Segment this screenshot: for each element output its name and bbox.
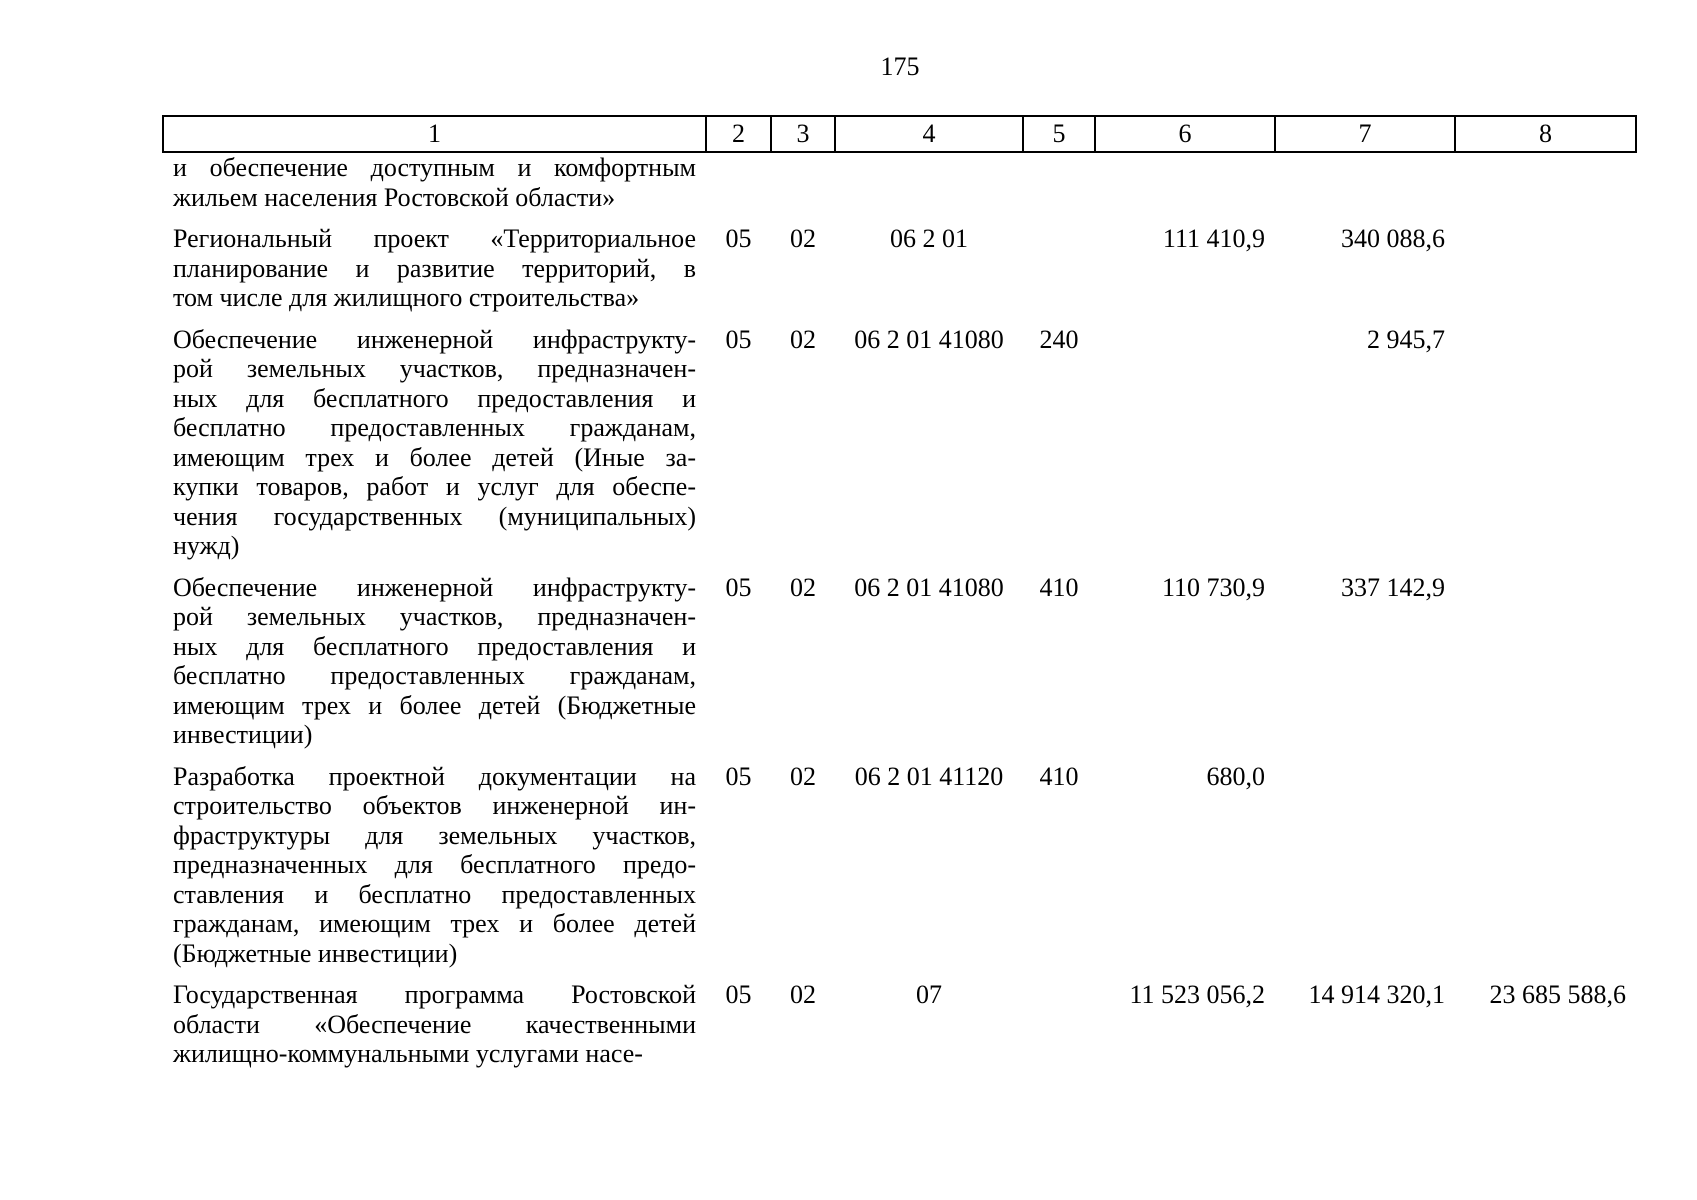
description-line: предназначенных для бесплатного предо- — [173, 850, 696, 879]
subsection-code: 02 — [790, 324, 816, 354]
section-code — [706, 152, 771, 224]
subsection-code: 02 — [790, 761, 816, 791]
section-code: 05 — [725, 572, 752, 602]
amount-col-8 — [1455, 152, 1636, 224]
header-cell-3: 3 — [771, 116, 835, 152]
amount-col-6 — [1095, 325, 1275, 573]
expense-type-code: 410 — [1039, 761, 1079, 791]
description-line: жилищно-коммунальными услугами насе- — [173, 1039, 643, 1068]
description-line: Обеспечение инженерной инфраструкту- — [173, 572, 696, 602]
budget-table — [162, 115, 1637, 1081]
description-line: Обеспечение инженерной инфраструкту- — [173, 324, 696, 354]
amount-col-7: 337 142,9 — [1341, 572, 1445, 602]
amount-col-6: 11 523 056,2 — [1129, 980, 1265, 1009]
amount-col-6: 680,0 — [1206, 761, 1265, 791]
description-line: Региональный проект «Территориальное — [173, 224, 696, 253]
amount-col-8: 23 685 588,6 — [1489, 980, 1626, 1009]
expense-type-code — [1023, 152, 1095, 224]
amount-col-6: 111 410,9 — [1162, 224, 1265, 253]
amount-col-7 — [1275, 762, 1455, 981]
subsection-code: 02 — [790, 224, 816, 253]
amount-col-8 — [1455, 573, 1636, 762]
row-description — [163, 152, 706, 224]
target-article-code: 06 2 01 41120 — [854, 761, 1004, 791]
table-row — [163, 980, 1636, 1081]
description-line: гражданам, имеющим трех и более детей — [173, 909, 696, 938]
expense-type-code — [1023, 224, 1095, 325]
row-description — [163, 573, 706, 762]
description-line: жильем населения Ростовской области» — [173, 182, 616, 212]
table-row — [163, 325, 1636, 573]
row-description — [163, 762, 706, 981]
description-line: и обеспечение доступным и комфортным — [173, 153, 696, 182]
subsection-code: 02 — [790, 980, 816, 1009]
row-description — [163, 325, 706, 573]
table-row — [163, 152, 1636, 224]
description-line: имеющим трех и более детей (Бюджетные — [173, 690, 696, 720]
amount-col-8 — [1455, 762, 1636, 981]
target-article-code: 06 2 01 41080 — [854, 324, 1004, 354]
page-number: 175 — [880, 52, 920, 81]
amount-col-7: 2 945,7 — [1367, 324, 1445, 354]
description-line: ных для бесплатного предоставления и — [173, 631, 696, 661]
amount-col-8 — [1455, 224, 1636, 325]
table-row — [163, 762, 1636, 981]
expense-type-code: 410 — [1039, 572, 1079, 602]
expense-type-code: 240 — [1039, 324, 1079, 354]
amount-col-8 — [1455, 325, 1636, 573]
description-line: области «Обеспечение качественными — [173, 1009, 696, 1039]
expense-type-code — [1023, 980, 1095, 1081]
section-code: 05 — [725, 324, 752, 354]
description-line: ставления и бесплатно предоставленных — [173, 879, 696, 909]
description-line: нужд) — [173, 531, 240, 560]
header-cell-5: 5 — [1023, 116, 1095, 152]
description-line: Разработка проектной документации на — [173, 761, 696, 791]
description-line: ных для бесплатного предоставления и — [173, 383, 696, 413]
header-cell-7: 7 — [1275, 116, 1455, 152]
table-row — [163, 573, 1636, 762]
description-line: инвестиции) — [173, 720, 313, 749]
target-article-code — [835, 152, 1023, 224]
amount-col-7 — [1275, 152, 1455, 224]
description-line: Государственная программа Ростовской — [173, 980, 696, 1009]
description-line: имеющим трех и более детей (Иные за- — [173, 442, 696, 472]
table-body — [163, 152, 1636, 1081]
amount-col-7: 14 914 320,1 — [1308, 980, 1445, 1009]
description-line: чения государственных (муниципальных) — [173, 501, 696, 531]
target-article-code: 06 2 01 — [890, 224, 968, 253]
target-article-code: 06 2 01 41080 — [854, 572, 1004, 602]
header-row — [163, 116, 1636, 152]
header-cell-8: 8 — [1455, 116, 1636, 152]
subsection-code — [771, 152, 835, 224]
target-article-code: 07 — [916, 980, 942, 1009]
header-cell-1: 1 — [163, 116, 706, 152]
row-description — [163, 224, 706, 325]
section-code: 05 — [725, 761, 752, 791]
description-line: планирование и развитие территорий, в — [173, 253, 696, 283]
amount-col-7: 340 088,6 — [1341, 224, 1445, 253]
description-line: фраструктуры для земельных участков, — [173, 820, 696, 850]
row-description — [163, 980, 706, 1081]
description-line: бесплатно предоставленных гражданам, — [173, 661, 696, 690]
header-cell-4: 4 — [835, 116, 1023, 152]
description-line: рой земельных участков, предназначен- — [173, 354, 696, 383]
amount-col-6: 110 730,9 — [1161, 572, 1265, 602]
section-code: 05 — [725, 224, 752, 253]
description-line: купки товаров, работ и услуг для обеспе- — [173, 472, 696, 501]
table-row — [163, 224, 1636, 325]
description-line: строительство объектов инженерной ин- — [173, 791, 696, 820]
subsection-code: 02 — [790, 572, 816, 602]
description-line: том числе для жилищного строительства» — [173, 283, 640, 312]
amount-col-6 — [1095, 152, 1275, 224]
description-line: рой земельных участков, предназначен- — [173, 602, 696, 631]
description-line: бесплатно предоставленных гражданам, — [173, 413, 696, 442]
description-line: (Бюджетные инвестиции) — [173, 938, 458, 968]
section-code: 05 — [725, 980, 752, 1009]
header-cell-6: 6 — [1095, 116, 1275, 152]
header-cell-2: 2 — [706, 116, 771, 152]
